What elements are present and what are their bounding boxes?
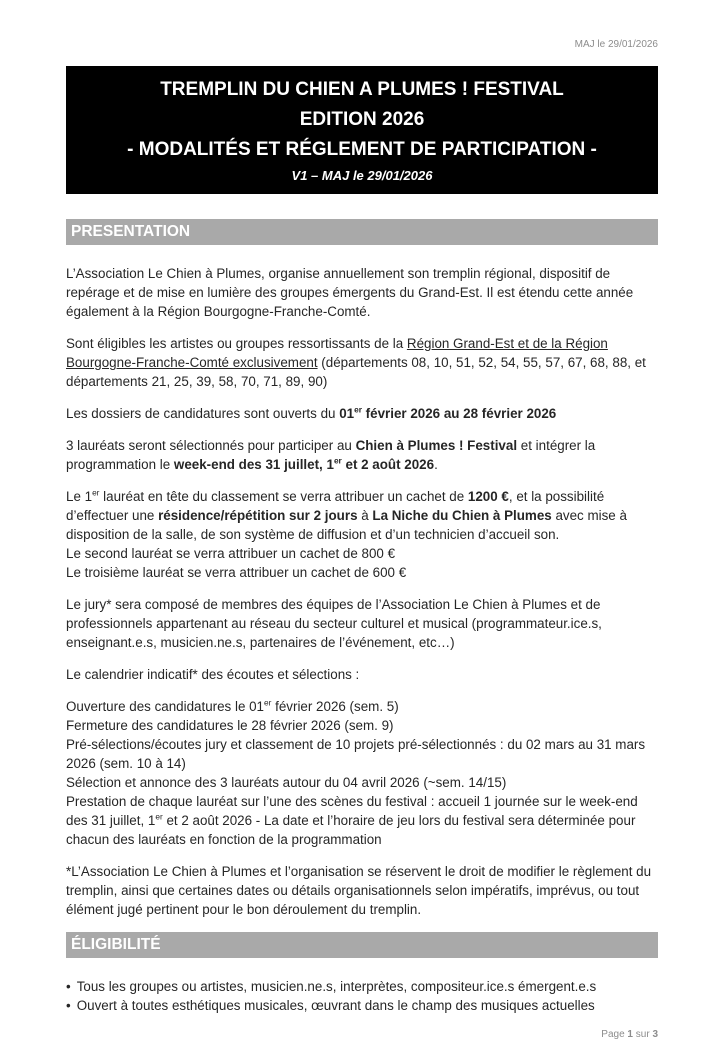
selection-run-dates: et 2 août 2026 xyxy=(341,457,435,472)
bullet-icon: • xyxy=(66,998,71,1013)
prize-second-laureate: Le second lauréat se verra attribuer un cachet de 800 € xyxy=(66,546,396,561)
paragraph-prizes xyxy=(66,487,658,582)
paragraph-calendar-intro xyxy=(66,665,658,684)
prize-run-plain5: avec mise à disposition de la salle, de son système de diffusion et d’un technicien d’accueil son. xyxy=(66,508,627,542)
section-header-presentation xyxy=(66,219,658,245)
bullet-item-artists xyxy=(66,977,658,996)
version-line: V1 – MAJ le 29/01/2026 xyxy=(291,168,433,183)
calendar-performance-run: Prestation de chaque lauréat sur l’une des scènes du festival : accueil 1 journée sur le week-end des 31 juillet, 1 xyxy=(66,794,638,828)
dates-superscript: er xyxy=(354,404,362,415)
footer-run-plain2: sur xyxy=(632,1029,653,1040)
selection-run-period: . xyxy=(434,457,438,472)
bullet-genres-text: Ouvert à toutes esthétiques musicales, œuvrant dans le champ des musiques actuelles xyxy=(76,998,595,1013)
calendar-opening-superscript: er xyxy=(264,697,272,708)
footer-total-pages: 3 xyxy=(652,1029,658,1040)
prize-third-laureate: Le troisième lauréat se verra attribuer un cachet de 600 € xyxy=(66,565,407,580)
section-title-eligibilite: ÉLIGIBILITÉ xyxy=(71,936,161,953)
prize-first-laureate xyxy=(66,487,658,544)
jury-text: Le jury* sera composé de membres des équipes de l’Association Le Chien à Plumes et de professionnels appartenant au réseau du secteur culturel et musical (programmateur.ice.s, enseignant.e.s, musicien.ne.s, partenaires de l’événement, etc…) xyxy=(66,597,602,650)
calendar-opening-run2: février 2026 (sem. 5) xyxy=(271,699,399,714)
document-title: TREMPLIN DU CHIEN A PLUMES ! FESTIVAL xyxy=(160,79,564,100)
dates-run-bold-range: février 2026 au 28 février 2026 xyxy=(361,406,557,421)
bullet-item-genres xyxy=(66,996,658,1015)
dates-run-bold: 01 xyxy=(339,406,355,421)
prize-run-plain3: , et la possibilité d’effectuer une xyxy=(66,489,605,523)
calendar-item-preselection: Pré-sélections/écoutes jury et classement de 10 projets pré-sélectionnés : du 02 mars au 31 mars 2026 (sem. 10 à 14) xyxy=(66,737,646,771)
regions-run-underlined: Région Grand-Est et de la Région Bourgogne-Franche-Comté exclusivement xyxy=(66,336,608,370)
paragraph-eligible-regions xyxy=(66,334,658,391)
paragraph-laureates-selection xyxy=(66,436,658,474)
prize-run-plain4: à xyxy=(357,508,373,523)
section-header-eligibilite xyxy=(66,932,658,958)
calendar-item-performance xyxy=(66,792,658,849)
calendar-item-announcement: Sélection et annonce des 3 lauréats autour du 04 avril 2026 (~sem. 14/15) xyxy=(66,775,507,790)
paragraph-modification-disclaimer xyxy=(66,862,658,919)
selection-superscript: er xyxy=(333,455,342,466)
paragraph-jury xyxy=(66,595,658,652)
calendar-item-closing: Fermeture des candidatures le 28 février 2026 (sem. 9) xyxy=(66,718,394,733)
title-banner xyxy=(66,66,658,194)
page-number-footer xyxy=(66,1028,658,1041)
paragraph-application-dates xyxy=(66,404,658,423)
selection-run-plain2: et intégrer la programmation le xyxy=(66,438,596,472)
regions-run-plain: Sont éligibles les artistes ou groupes ressortissants de la xyxy=(66,336,407,351)
footer-page-number: 1 xyxy=(627,1029,633,1040)
bullet-artists-text: Tous les groupes ou artistes, musicien.ne.s, interprètes, compositeur.ice.s émergent.e.s xyxy=(76,979,597,994)
prize-run-venue: La Niche du Chien à Plumes xyxy=(372,508,552,523)
dates-run-plain: Les dossiers de candidatures sont ouverts du xyxy=(66,406,340,421)
prize-superscript: er xyxy=(92,487,100,498)
calendar-performance-superscript: er xyxy=(155,811,163,822)
regions-run-departments: (départements 08, 10, 51, 52, 54, 55, 57, 67, 68, 88, et départements 21, 25, 39, 58, 70, 71, 89, 90) xyxy=(66,355,646,389)
calendar-opening-run: Ouverture des candidatures le 01 xyxy=(66,699,265,714)
selection-run-festival: Chien à Plumes ! Festival xyxy=(355,438,518,453)
prize-run-amount: 1200 € xyxy=(467,489,509,504)
selection-run-weekend: week-end des 31 juillet, 1 xyxy=(173,457,334,472)
bullet-icon: • xyxy=(66,979,71,994)
section-title-presentation: PRESENTATION xyxy=(71,223,191,240)
paragraph-intro xyxy=(66,264,658,321)
bullet-list xyxy=(66,977,658,1015)
calendar-intro-text: Le calendrier indicatif* des écoutes et sélections : xyxy=(66,667,360,682)
edition-subtitle: EDITION 2026 xyxy=(299,109,425,130)
calendar-performance-run2: et 2 août 2026 - La date et l’horaire de jeu lors du festival sera déterminée pour chacun des lauréats en fonction de la programmation xyxy=(66,813,636,847)
selection-run-plain: 3 lauréats seront sélectionnés pour participer au xyxy=(66,438,356,453)
footer-run-plain: Page xyxy=(601,1029,628,1040)
prize-run-residency: résidence/répétition sur 2 jours xyxy=(158,508,358,523)
calendar-item-opening xyxy=(66,697,658,716)
intro-text: L’Association Le Chien à Plumes, organise annuellement son tremplin régional, dispositif de repérage et de mise en lumière des groupes émergents du Grand-Est. Il est étendu cette année également à la Région Bourgogne-Franche-Comté. xyxy=(66,266,634,319)
modalites-subtitle: - MODALITÉS ET RÉGLEMENT DE PARTICIPATION - xyxy=(127,139,597,160)
maj-date-note: MAJ le 29/01/2026 xyxy=(574,39,658,50)
calendar-list xyxy=(66,697,658,849)
prize-run-plain: Le 1 xyxy=(66,489,93,504)
disclaimer-text: *L’Association Le Chien à Plumes et l’organisation se réservent le droit de modifier le règlement du tremplin, ainsi que certaines dates ou détails organisationnels selon impératifs, imprévus, ou tout élément jugé pertinent pour le bon déroulement du tremplin. xyxy=(66,864,652,917)
prize-run-plain2: lauréat en tête du classement se verra attribuer un cachet de xyxy=(99,489,468,504)
